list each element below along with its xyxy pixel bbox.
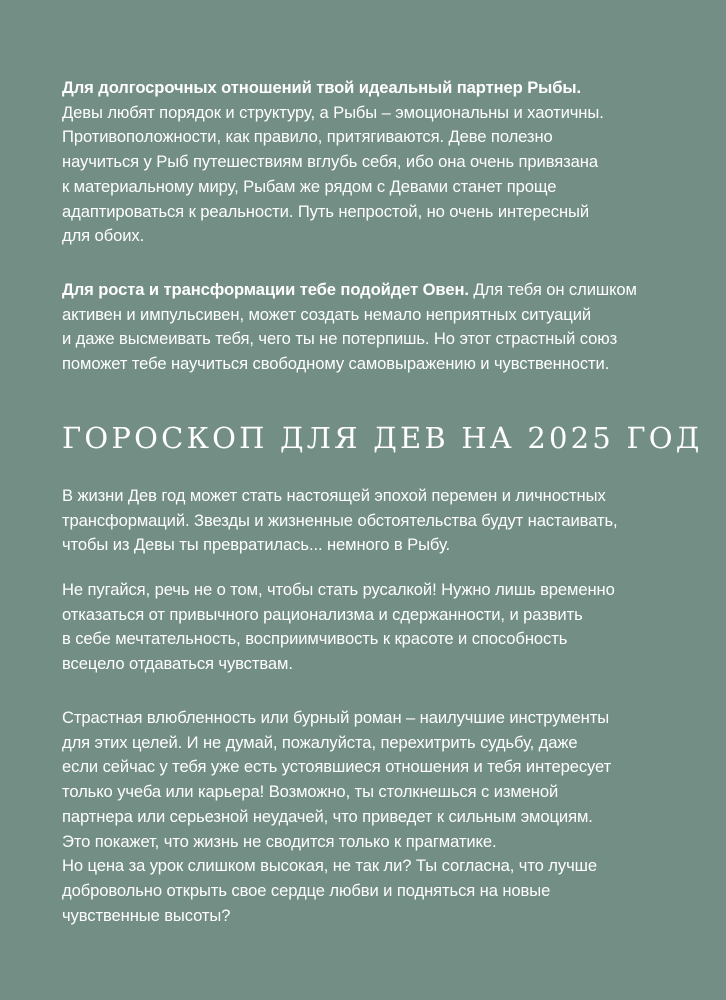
text-line: для этих целей. И не думай, пожалуйста, перехитрить судьбу, даже bbox=[62, 732, 578, 752]
text-line: Это покажет, что жизнь не сводится только к прагматике. bbox=[62, 831, 497, 851]
text-line: трансформаций. Звезды и жизненные обстоятельства будут настаивать, bbox=[62, 510, 618, 530]
paragraph-romance bbox=[62, 706, 682, 928]
text-line: В жизни Дев год может стать настоящей эпохой перемен и личностных bbox=[62, 486, 606, 505]
text-line: для обоих. bbox=[62, 226, 145, 246]
text-line: Для тебя он слишком bbox=[468, 280, 637, 299]
text-line: только учеба или карьера! Возможно, ты столкнешься с изменой bbox=[62, 782, 559, 802]
text-line: чувственные высоты? bbox=[62, 905, 231, 925]
text-line: чтобы из Девы ты превратилась... немного в Рыбу. bbox=[62, 535, 451, 555]
paragraph-growth-partner bbox=[62, 278, 682, 377]
paragraph-lead: Для долгосрочных отношений твой идеальный партнер Рыбы. bbox=[62, 78, 581, 97]
text-line: поможет тебе научиться свободному самовыражению и чувственности. bbox=[62, 354, 610, 374]
text-line: адаптироваться к реальности. Путь непростой, но очень интересный bbox=[62, 201, 590, 221]
text-line: отказаться от привычного рационализма и сдержанности, и развить bbox=[62, 604, 583, 624]
text-line: Но цена за урок слишком высокая, не так ли? Ты согласна, что лучше bbox=[62, 856, 597, 876]
text-line: в себе мечтательность, восприимчивость к красоте и способность bbox=[62, 629, 568, 649]
paragraph-lead: Для роста и трансформации тебе подойдет Овен. bbox=[62, 280, 469, 299]
text-line: научиться у Рыб путешествиям вглубь себя, ибо она очень привязана bbox=[62, 152, 598, 172]
text-line: если сейчас у тебя уже есть устоявшиеся отношения и тебя интересует bbox=[62, 757, 612, 777]
text-line: партнера или серьезной неудачей, что приведет к сильным эмоциям. bbox=[62, 806, 593, 826]
paragraph-year-intro bbox=[62, 484, 682, 558]
paragraph-mermaid bbox=[62, 578, 682, 677]
text-line: Девы любят порядок и структуру, а Рыбы – эмоциональны и хаотичны. bbox=[62, 102, 604, 122]
text-line: всецело отдаваться чувствам. bbox=[62, 654, 293, 674]
paragraph-ideal-partner bbox=[62, 76, 682, 249]
text-line: активен и импульсивен, может создать немало неприятных ситуаций bbox=[62, 304, 592, 324]
text-line: Не пугайся, речь не о том, чтобы стать русалкой! Нужно лишь временно bbox=[62, 580, 615, 599]
text-line: и даже высмеивать тебя, чего ты не потерпишь. Но этот страстный союз bbox=[62, 329, 618, 349]
text-line: Противоположности, как правило, притягиваются. Деве полезно bbox=[62, 127, 553, 147]
text-line: добровольно открыть свое сердце любви и подняться на новые bbox=[62, 880, 551, 900]
section-heading: ГОРОСКОП ДЛЯ ДЕВ НА 2025 ГОД bbox=[62, 421, 703, 455]
text-line: к материальному миру, Рыбам же рядом с Девами станет проще bbox=[62, 176, 557, 196]
text-line: Страстная влюбленность или бурный роман – наилучшие инструменты bbox=[62, 708, 610, 727]
